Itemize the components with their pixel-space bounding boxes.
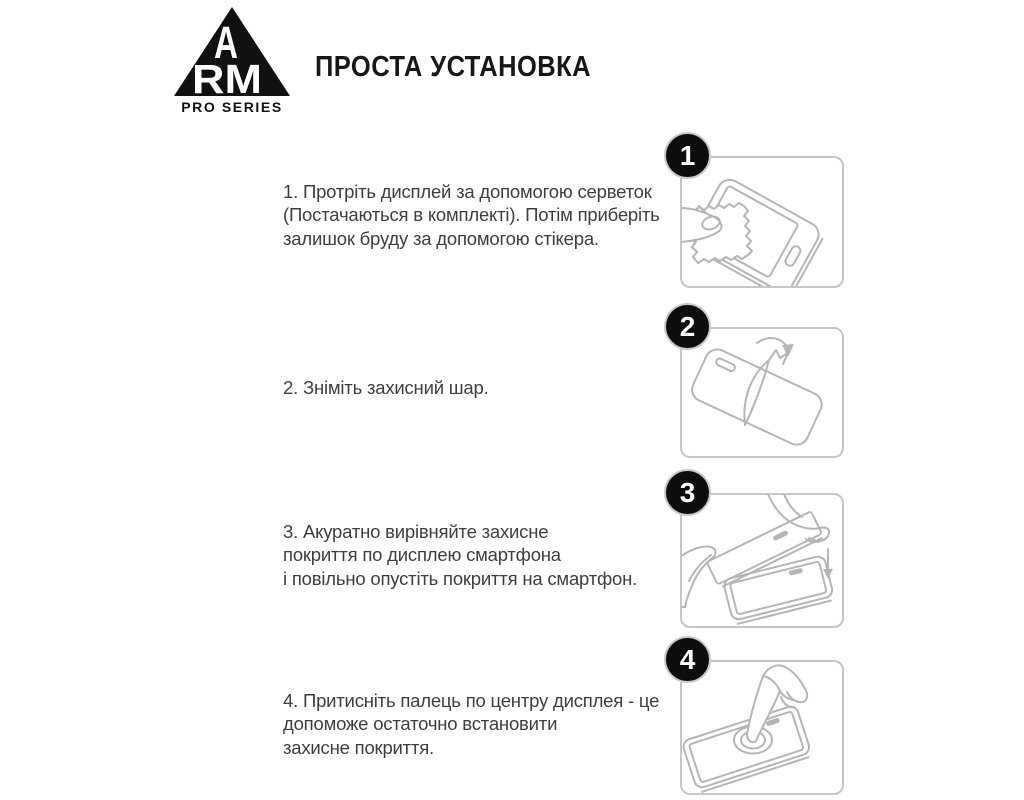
step-1-line-3: залишок бруду за допомогою стікера. xyxy=(283,227,599,249)
step-1-number-badge xyxy=(664,132,711,179)
logo-series-label: PRO SERIES xyxy=(181,99,283,115)
step-1-instructions xyxy=(283,180,660,250)
align-protector-illustration-icon xyxy=(682,495,842,626)
step-1-line-2: (Постачаються в комплекті). Потім приберіть xyxy=(283,204,660,226)
step-3-number: 3 xyxy=(679,476,696,508)
step-4-number-badge xyxy=(664,636,711,683)
step-1-number: 1 xyxy=(679,139,696,171)
peel-layer-illustration-icon xyxy=(682,329,842,456)
logo-letters-rm: RM xyxy=(192,56,262,100)
step-3-illustration-box xyxy=(680,493,844,628)
step-4-line-3: захисне покриття. xyxy=(283,736,434,758)
step-3-line-3: і повільно опустіть покриття на смартфон. xyxy=(283,567,638,589)
step-2-instructions xyxy=(283,376,489,399)
step-4-illustration-box xyxy=(680,660,844,795)
logo-letter-a: A xyxy=(214,17,238,68)
step-4-instructions xyxy=(283,689,659,759)
step-4-number: 4 xyxy=(679,643,696,675)
wipe-display-illustration-icon xyxy=(682,158,842,286)
step-2-line-1: 2. Зніміть захисний шар. xyxy=(283,377,489,398)
step-2-number: 2 xyxy=(679,310,696,342)
step-3-line-2: покриття по дисплею смартфона xyxy=(283,544,561,566)
step-4-line-2: допоможе остаточно встановити xyxy=(283,713,558,735)
down-arrow-icon xyxy=(823,569,833,579)
step-3-instructions xyxy=(283,520,637,590)
step-1-line-1: 1. Протріть дисплей за допомогою серветок xyxy=(283,181,652,202)
arm-pro-series-logo-icon xyxy=(166,4,298,100)
step-2-illustration-box xyxy=(680,327,844,458)
press-center-illustration-icon xyxy=(682,662,842,793)
step-1-illustration-box xyxy=(680,156,844,288)
step-4-line-1: 4. Притисніть палець по центру дисплея - це xyxy=(283,690,660,711)
step-2-number-badge xyxy=(664,303,711,350)
step-3-line-1: 3. Акуратно вирівняйте захисне xyxy=(283,521,549,542)
step-3-number-badge xyxy=(664,469,711,516)
page-title: ПРОСТА УСТАНОВКА xyxy=(315,51,592,83)
